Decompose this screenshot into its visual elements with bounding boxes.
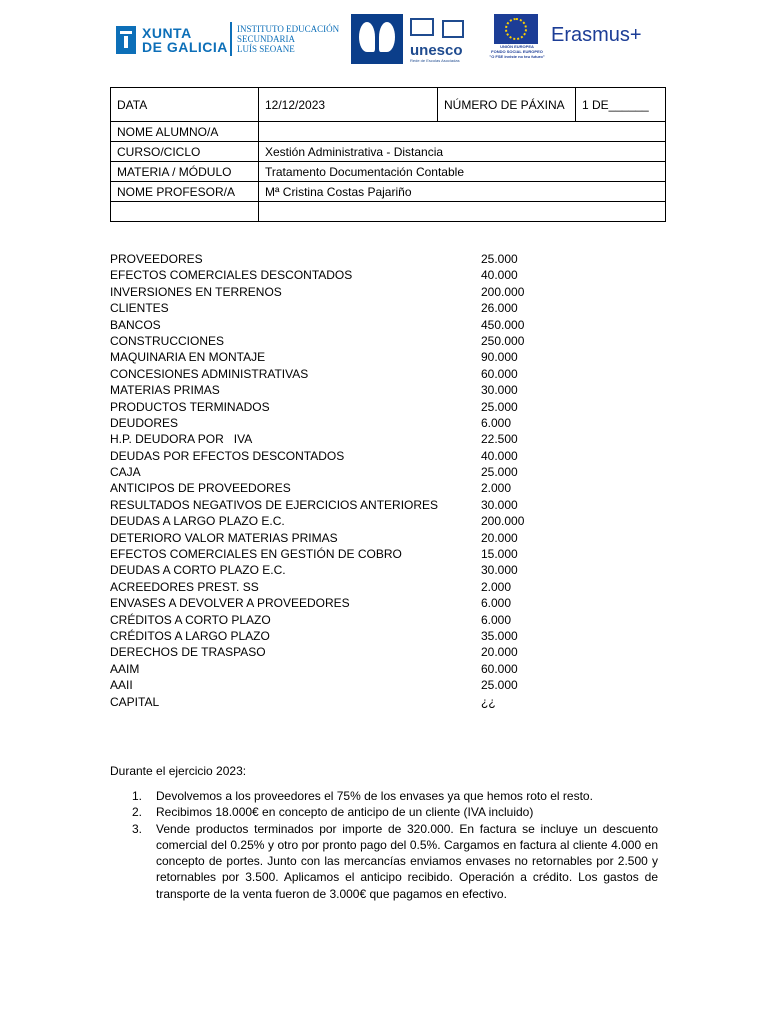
account-name: DEUDORES: [110, 415, 179, 430]
account-name: BANCOS: [110, 317, 161, 332]
account-row: [110, 661, 630, 677]
account-value: 2.000: [481, 579, 512, 594]
account-name: ANTICIPOS DE PROVEEDORES: [110, 481, 291, 496]
logo-separator: [230, 22, 232, 56]
account-name: DEUDAS POR EFECTOS DESCONTADOS: [110, 448, 345, 463]
ies-line3: LUÍS SEOANE: [237, 44, 295, 54]
account-name: PROVEEDORES: [110, 252, 203, 266]
eu-line1: UNIÓN EUROPEA: [500, 44, 534, 49]
page-value[interactable]: 1 DE______: [576, 88, 666, 122]
subject-label: MATERIA / MÓDULO: [111, 162, 259, 182]
account-name: MATERIAS PRIMAS: [110, 383, 220, 398]
account-value: 20.000: [481, 530, 518, 545]
account-value: 26.000: [481, 301, 518, 316]
account-value: 60.000: [481, 661, 518, 676]
account-name: DEUDAS A CORTO PLAZO E.C.: [110, 563, 286, 578]
account-value: 30.000: [481, 497, 518, 512]
account-value: 30.000: [481, 383, 518, 398]
eu-line2: FONDO SOCIAL EUROPEO: [491, 49, 543, 54]
account-name: CLIENTES: [110, 301, 169, 316]
account-row: [110, 644, 630, 660]
account-name: CRÉDITOS A CORTO PLAZO: [110, 612, 271, 627]
unesco-logo: [410, 18, 480, 63]
unesco-sub: Rede de Escolas Asociadas: [410, 58, 460, 63]
account-row: [110, 579, 630, 595]
operation-text: Vende productos terminados por importe de 320.000. En factura se incluye un descuento comercial del 0.25% y otro por pronto pago del 0.5%. Cargamos en factura al cliente 4.000 en concepto de portes. Junto con las mercancías enviamos envases no retornables por 2.500 y retornables por 3.500. Aplicamos el anticipo recibido. Operación a crédito. Los gastos de transporte de la venta fueron de 3.000€ que pagamos en efectivo.: [156, 821, 658, 901]
account-name: AAII: [110, 678, 133, 693]
account-row: [110, 415, 630, 431]
account-value: 200.000: [481, 284, 525, 299]
account-value: 25.000: [481, 678, 518, 693]
account-name: CAJA: [110, 465, 141, 480]
account-row: [110, 677, 630, 693]
account-row: [110, 382, 630, 398]
xunta-line1: XUNTA: [142, 25, 192, 41]
account-row: [110, 300, 630, 316]
empty-label-cell[interactable]: [111, 202, 259, 222]
eu-line3: "O FSE inviste no teu futuro": [489, 54, 545, 59]
xunta-logo: [116, 22, 228, 58]
account-value: 22.500: [481, 432, 518, 447]
account-row: [110, 399, 630, 415]
account-row: [110, 431, 630, 447]
account-name: ENVASES A DEVOLVER A PROVEEDORES: [110, 596, 350, 611]
exercise-intro: Durante el ejercicio 2023:: [110, 764, 247, 778]
info-table: [110, 87, 666, 222]
account-row: [110, 480, 630, 496]
account-row: [110, 546, 630, 562]
account-name: DEUDAS A LARGO PLAZO E.C.: [110, 514, 285, 529]
account-value: 6.000: [481, 612, 512, 627]
operation-text: Devolvemos a los proveedores el 75% de los envases ya que hemos roto el resto.: [156, 789, 593, 803]
account-name: H.P. DEUDORA POR IVA: [110, 432, 253, 447]
info-row-date: [111, 88, 666, 122]
operations-list: [110, 788, 658, 902]
account-value: 2.000: [481, 481, 512, 496]
account-name: DERECHOS DE TRASPASO: [110, 645, 266, 660]
info-row-teacher: [111, 182, 666, 202]
account-value: 6.000: [481, 596, 512, 611]
ies-line1: INSTITUTO EDUCACIÓN: [237, 24, 340, 34]
accounts-list: [110, 251, 630, 710]
account-value: 15.000: [481, 547, 518, 562]
operation-text: Recibimos 18.000€ en concepto de anticipo de un cliente (IVA incluido): [156, 805, 534, 820]
account-row: [110, 595, 630, 611]
account-row: [110, 284, 630, 300]
account-value: ¿¿: [481, 694, 496, 709]
account-row: [110, 612, 630, 628]
eu-logo: [488, 14, 546, 59]
operation-number: 1.: [132, 789, 143, 803]
ies-logo: [237, 24, 339, 54]
teacher-label: NOME PROFESOR/A: [111, 182, 259, 202]
info-row-course: [111, 142, 666, 162]
account-value: 25.000: [481, 399, 518, 414]
empty-value-cell[interactable]: [259, 202, 666, 222]
operation-item: [110, 821, 658, 902]
student-label: NOME ALUMNO/A: [111, 122, 259, 142]
account-value: 25.000: [481, 252, 518, 266]
account-name: RESULTADOS NEGATIVOS DE EJERCICIOS ANTERIORES: [110, 497, 439, 512]
page-label: NÚMERO DE PÁXINA: [438, 88, 576, 122]
date-label: DATA: [111, 88, 259, 122]
unesco-label: unesco: [410, 42, 463, 59]
account-value: 90.000: [481, 350, 518, 365]
account-name: EFECTOS COMERCIALES DESCONTADOS: [110, 268, 353, 283]
account-row: [110, 333, 630, 349]
account-value: 20.000: [481, 645, 518, 660]
account-row: [110, 628, 630, 644]
account-row: [110, 251, 630, 267]
seoane-faces-logo-icon: [351, 14, 403, 64]
account-name: AAIM: [110, 661, 140, 676]
account-name: MAQUINARIA EN MONTAJE: [110, 350, 266, 365]
header-logos: [116, 14, 658, 66]
erasmus-logo: Erasmus+: [551, 24, 642, 46]
account-value: 35.000: [481, 628, 518, 643]
account-value: 250.000: [481, 333, 525, 348]
xunta-crest-icon: [116, 26, 136, 54]
account-value: 200.000: [481, 514, 525, 529]
account-value: 6.000: [481, 415, 512, 430]
operation-item: [110, 788, 658, 804]
operation-item: [110, 804, 658, 820]
account-value: 25.000: [481, 465, 518, 480]
operation-number: 2.: [132, 805, 143, 820]
account-row: [110, 267, 630, 283]
info-row-subject: [111, 162, 666, 182]
account-row: [110, 464, 630, 480]
operation-number: 3.: [132, 821, 143, 836]
account-name: DETERIORO VALOR MATERIAS PRIMAS: [110, 530, 338, 545]
account-row: [110, 694, 630, 710]
account-value: 60.000: [481, 366, 518, 381]
subject-value: Tratamento Documentación Contable: [259, 162, 666, 182]
account-row: [110, 497, 630, 513]
xunta-line2: DE GALICIA: [142, 39, 228, 55]
account-name: CONSTRUCCIONES: [110, 333, 225, 348]
account-name: CONCESIONES ADMINISTRATIVAS: [110, 366, 309, 381]
account-value: 30.000: [481, 563, 518, 578]
teacher-value: Mª Cristina Costas Pajariño: [259, 182, 666, 202]
course-value: Xestión Administrativa - Distancia: [259, 142, 666, 162]
account-row: [110, 513, 630, 529]
account-value: 40.000: [481, 448, 518, 463]
account-value: 450.000: [481, 317, 525, 332]
date-value: 12/12/2023: [259, 88, 438, 122]
account-row: [110, 366, 630, 382]
info-row-empty: [111, 202, 666, 222]
eu-flag-icon: [494, 14, 538, 44]
account-name: INVERSIONES EN TERRENOS: [110, 284, 282, 299]
account-row: [110, 317, 630, 333]
account-name: ACREEDORES PREST. SS: [110, 579, 259, 594]
ies-line2: SECUNDARIA: [237, 34, 296, 44]
account-name: CAPITAL: [110, 694, 160, 709]
unesco-schools-icon: [442, 20, 464, 38]
account-row: [110, 448, 630, 464]
account-row: [110, 562, 630, 578]
course-label: CURSO/CICLO: [111, 142, 259, 162]
account-row: [110, 349, 630, 365]
account-name: EFECTOS COMERCIALES EN GESTIÓN DE COBRO: [110, 547, 402, 562]
student-value[interactable]: [259, 122, 666, 142]
account-name: CRÉDITOS A LARGO PLAZO: [110, 628, 270, 643]
account-row: [110, 530, 630, 546]
account-value: 40.000: [481, 268, 518, 283]
unesco-temple-icon: [410, 18, 434, 36]
account-name: PRODUCTOS TERMINADOS: [110, 399, 270, 414]
info-row-student: [111, 122, 666, 142]
